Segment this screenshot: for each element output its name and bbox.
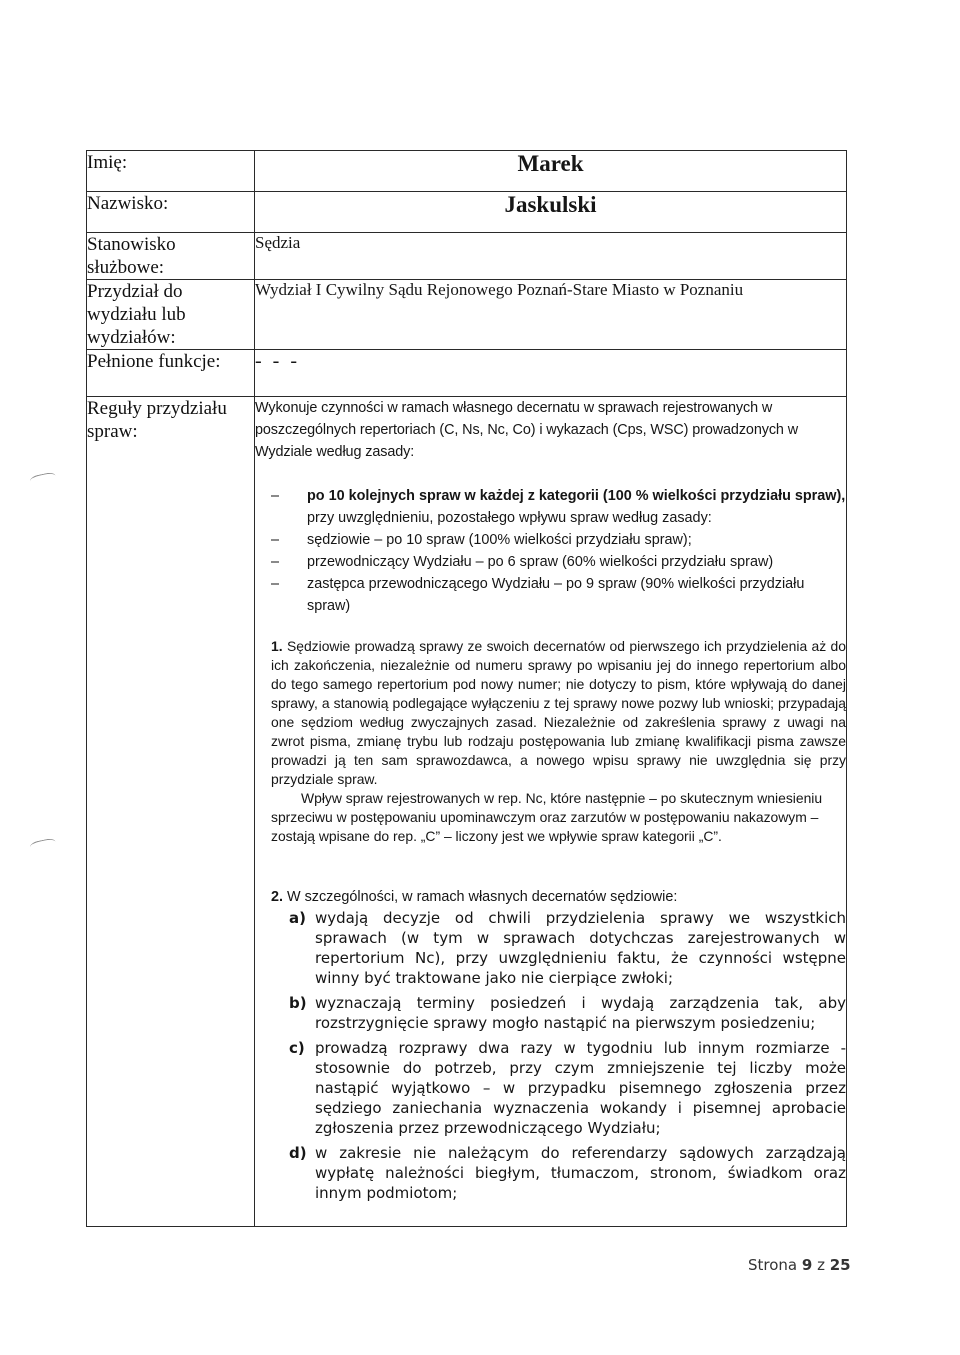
value-funkcje: - - - <box>255 350 847 397</box>
dash-marker: – <box>271 488 280 504</box>
value-stanowisko: Sędzia <box>255 233 847 280</box>
row-stanowisko <box>87 233 847 280</box>
footer-page-number: 9 <box>801 1256 813 1274</box>
paragraph-number: 2. <box>271 889 284 905</box>
rules-intro: Wykonuje czynności w ramach własnego decernatu w sprawach rejestrowanych w poszczególnych repertoriach (C, Ns, Nc, Co) i wykazach (Cps, WSC) prowadzonych w Wydziale według zasady: <box>255 400 799 460</box>
label-imie: Imię: <box>87 151 255 192</box>
row-przydzial <box>87 280 847 350</box>
alpha-marker: a) <box>289 909 306 927</box>
paragraph-text: Sędziowie prowadzą sprawy ze swoich decernatów od pierwszego ich przydzielenia aż do ich zakończenia, niezależnie od numeru sprawy po wpisaniu jej do innego repertorium albo do tego samego repertorium pod nowy numer; nie dotyczy to pism, które wpływają do danej sprawy, a stanowią podlegające wyłączeniu z tej sprawy nowe pozwy lub wnioski; przypadają one sędziom według zwyczajnych zasad. Niezależnie od zakreślenia sprawy z uwagi na zwrot pisma, zmianę trybu lub rodzaju postępowania lub zmianę kwalifikacji pisma zawsze prowadzi ją ten sam sprawozdawca, a nowego wpisu sprawy nie uwzględnia się przy przydziale spraw. <box>271 638 846 787</box>
footer-prefix: Strona <box>748 1256 802 1274</box>
alpha-marker: d) <box>289 1144 307 1162</box>
rules-content <box>255 397 847 1227</box>
label-przydzial: Przydział do wydziału lub wydziałów: <box>87 280 255 350</box>
rules-paragraph-1 <box>271 637 846 789</box>
alpha-item <box>271 908 846 988</box>
rules-sub-intro: przy uwzględnieniu, pozostałego wpływu spraw według zasady: <box>307 510 712 526</box>
alpha-marker: b) <box>289 994 307 1012</box>
alpha-text: wyznaczają terminy posiedzeń i wydają zarządzenia tak, aby rozstrzygnięcie sprawy mogło nastąpić na pierwszym posiedzeniu; <box>315 994 846 1032</box>
rules-main-list <box>271 485 846 617</box>
rules-sub-item <box>271 529 846 551</box>
row-imie <box>87 151 847 192</box>
label-reguly: Reguły przydziału spraw: <box>87 397 255 1227</box>
label-stanowisko: Stanowisko służbowe: <box>87 233 255 280</box>
rules-sub-item <box>271 573 846 617</box>
rules-paragraph-2 <box>271 886 846 908</box>
paragraph-number: 1. <box>271 638 283 654</box>
value-przydzial: Wydział I Cywilny Sądu Rejonowego Poznań-Stare Miasto w Poznaniu <box>255 280 847 350</box>
value-nazwisko: Jaskulski <box>255 192 847 233</box>
label-funkcje: Pełnione funkcje: <box>87 350 255 397</box>
alpha-marker: c) <box>289 1039 305 1057</box>
page-footer <box>748 1256 851 1274</box>
label-nazwisko: Nazwisko: <box>87 192 255 233</box>
alpha-text: wydają decyzje od chwili przydzielenia sprawy we wszystkich sprawach (w tym w sprawach dotychczas zarejestrowanych w repertorium Nc), przy uwzględnieniu faktu, że czynności wstępne winny być traktowane jako nie cierpiące zwłoki; <box>315 909 846 987</box>
alpha-item <box>271 1143 846 1203</box>
rules-sub-text: przewodniczący Wydziału – po 6 spraw (60% wielkości przydziału spraw) <box>307 554 774 570</box>
dash-marker: – <box>271 532 280 548</box>
row-nazwisko <box>87 192 847 233</box>
row-funkcje <box>87 350 847 397</box>
paragraph-text: W szczególności, w ramach własnych decernatów sędziowie: <box>287 889 678 905</box>
dash-marker: – <box>271 576 280 592</box>
alpha-item <box>271 993 846 1033</box>
alpha-text: prowadzą rozprawy dwa razy w tygodniu lub innym rozmiarze - stosownie do potrzeb, przy czym zmniejszenie tej liczby może nastąpić wyjątkowo – w przypadku pisemnego zgłoszenia przez sędziego zaniechania wyznaczenia wokandy i pisemnej aprobacie zgłoszenia przez przewodniczącego Wydziału; <box>315 1039 846 1137</box>
rules-paragraph-1b: Wpływ spraw rejestrowanych w rep. Nc, które następnie – po skutecznym wniesieniu sprzeciwu w postępowaniu upominawczym oraz zarzutów w postępowaniu nakazowym – zostają wpisane do rep. „C” – liczony jest we wpływie spraw kategorii „C”. <box>271 790 823 844</box>
alpha-text: w zakresie nie należącym do referendarzy sądowych zarządzają wypłatę należności biegłym, tłumaczom, stronom, świadkom oraz innym podmiotom; <box>315 1144 846 1202</box>
row-reguly <box>87 397 847 1227</box>
alpha-item <box>271 1038 846 1138</box>
judge-info-table <box>86 150 847 1227</box>
rules-main-item <box>271 485 846 507</box>
rules-main-text: po 10 kolejnych spraw w każdej z kategorii (100 % wielkości przydziału spraw), <box>307 488 846 504</box>
rules-sub-text: zastępca przewodniczącego Wydziału – po 9 spraw (90% wielkości przydziału spraw) <box>307 576 805 614</box>
value-imie: Marek <box>255 151 847 192</box>
footer-page-total: 25 <box>829 1256 851 1274</box>
rules-sub-item <box>271 551 846 573</box>
dash-marker: – <box>271 554 280 570</box>
rules-alpha-list <box>271 908 846 1203</box>
scan-mark <box>29 837 57 853</box>
scan-mark <box>29 471 57 487</box>
footer-middle: z <box>812 1256 830 1274</box>
rules-sub-text: sędziowie – po 10 spraw (100% wielkości przydziału spraw); <box>307 532 692 548</box>
